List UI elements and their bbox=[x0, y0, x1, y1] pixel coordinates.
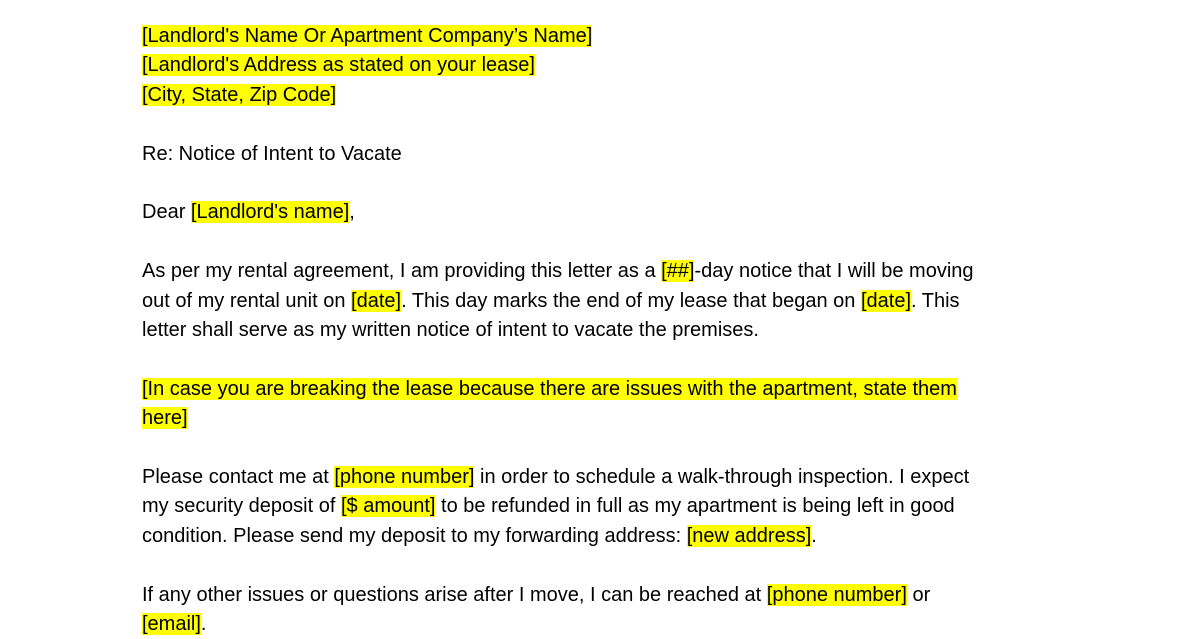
followup-line-1 bbox=[142, 581, 1142, 610]
followup-paragraph bbox=[142, 581, 1142, 639]
issues-line-1 bbox=[142, 375, 1142, 404]
text-run: condition. Please send my deposit to my forwarding address: bbox=[142, 524, 687, 547]
issues-placeholder: [In case you are breaking the lease because there are issues with the apartment, state them bbox=[142, 377, 957, 400]
text-run: my security deposit of bbox=[142, 495, 341, 518]
text-run: . This bbox=[911, 289, 960, 312]
text-run: . This day marks the end of my lease that began on bbox=[401, 289, 861, 312]
issues-line-2 bbox=[142, 404, 1142, 433]
spacer bbox=[142, 110, 1142, 139]
text-run: As per my rental agreement, I am providing this letter as a bbox=[142, 260, 662, 283]
followup-line-2 bbox=[142, 610, 1142, 639]
recipient-address-block bbox=[142, 22, 1142, 110]
letter-document bbox=[142, 22, 1142, 639]
notice-line-1 bbox=[142, 257, 1142, 286]
deposit-amount-placeholder: [$ amount] bbox=[340, 495, 436, 518]
address-line-name bbox=[142, 22, 1142, 51]
contact-line-2 bbox=[142, 492, 1142, 521]
text-run: . bbox=[811, 524, 817, 547]
text-run: If any other issues or questions arise after I move, I can be reached at bbox=[142, 583, 767, 606]
text-run: out of my rental unit on bbox=[142, 289, 352, 312]
spacer bbox=[142, 169, 1142, 198]
followup-phone-placeholder: [phone number] bbox=[766, 583, 907, 606]
issues-paragraph bbox=[142, 375, 1142, 434]
city-state-zip-placeholder: [City, State, Zip Code] bbox=[142, 83, 337, 106]
landlord-address-placeholder: [Landlord's Address as stated on your lease] bbox=[142, 54, 535, 77]
text-run: . bbox=[200, 613, 207, 636]
notice-paragraph bbox=[142, 257, 1142, 345]
subject-line: Re: Notice of Intent to Vacate bbox=[142, 142, 402, 165]
spacer bbox=[142, 228, 1142, 257]
lease-start-date-placeholder: [date] bbox=[860, 289, 912, 312]
spacer bbox=[142, 551, 1142, 580]
contact-line-1 bbox=[142, 463, 1142, 492]
contact-line-3 bbox=[142, 522, 1142, 551]
spacer bbox=[142, 434, 1142, 463]
new-address-placeholder: [new address] bbox=[686, 524, 812, 547]
text-run: -day notice that I will be moving bbox=[694, 260, 974, 283]
text-run: Please contact me at bbox=[142, 466, 335, 489]
contact-paragraph bbox=[142, 463, 1142, 551]
issues-placeholder-end: here] bbox=[142, 407, 188, 430]
landlord-name-placeholder: [Landlord's Name Or Apartment Company’s Name] bbox=[142, 25, 593, 47]
notice-line-2 bbox=[142, 287, 1142, 316]
salutation bbox=[142, 198, 1142, 227]
notice-days-placeholder: [##] bbox=[661, 260, 695, 283]
salutation-name-placeholder: [Landlord's name] bbox=[190, 201, 350, 224]
salutation-prefix: Dear bbox=[142, 201, 191, 224]
email-placeholder: [email] bbox=[142, 613, 201, 636]
notice-line-3: letter shall serve as my written notice of intent to vacate the premises. bbox=[142, 319, 759, 342]
move-date-placeholder: [date] bbox=[351, 289, 402, 312]
spacer bbox=[142, 345, 1142, 374]
text-run: or bbox=[906, 583, 931, 606]
phone-number-placeholder: [phone number] bbox=[334, 466, 475, 489]
address-line-street bbox=[142, 51, 1142, 80]
salutation-suffix: , bbox=[349, 201, 355, 224]
address-line-city bbox=[142, 81, 1142, 110]
text-run: in order to schedule a walk-through inspection. I expect bbox=[474, 466, 970, 489]
text-run: to be refunded in full as my apartment is being left in good bbox=[435, 495, 955, 518]
